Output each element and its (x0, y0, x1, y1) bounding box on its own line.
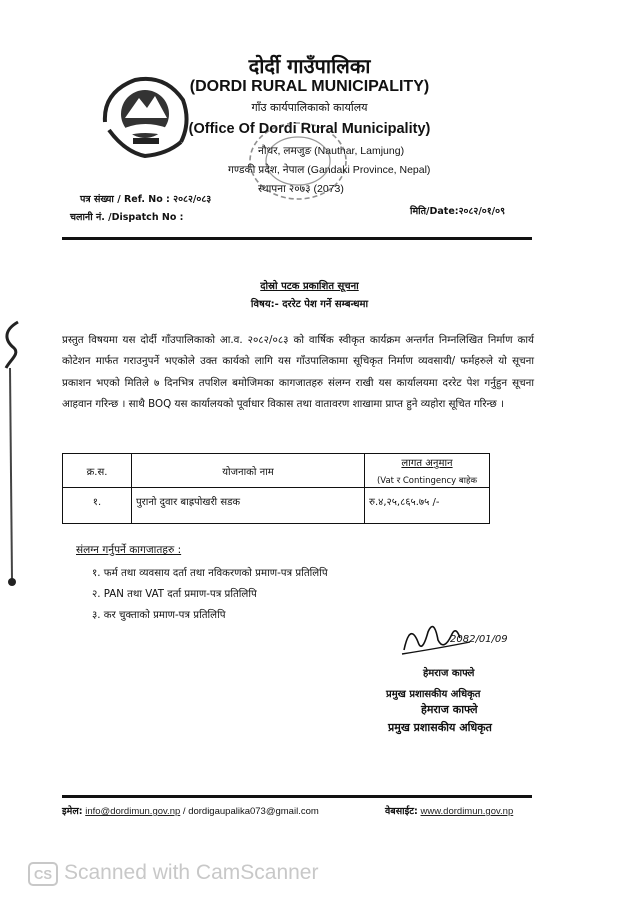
notice-title: दोस्रो पटक प्रकाशित सूचना (260, 281, 359, 292)
project-table (62, 453, 490, 524)
signatory-name: हेमराज काफ्ले (423, 668, 475, 679)
header-sn: क्र.स. (63, 454, 132, 488)
header-cost-label: लागत अनुमान (401, 458, 453, 469)
address-line-1: नौथर, लमजुङ (Nauthar, Lamjung) (258, 145, 405, 157)
office-stamp (243, 118, 353, 204)
enclosure-item: १. फर्म तथा व्यवसाय दर्ता तथा नविकरणको प्रमाण-पत्र प्रतिलिपि (92, 568, 328, 579)
signature-date: 2082/01/09 (450, 634, 508, 645)
handwritten-signature (400, 612, 510, 662)
notice-body: प्रस्तुत विषयमा यस दोर्दी गाँउपालिकाको आ.व. २०८२/०८३ को वार्षिक स्वीकृत कार्यक्रम अन्तर्गत निम्नलिखित निर्माण कार्य कोटेशन मार्फत गराउनुपर्ने भएकोले उक्त कार्यको लागि यस गाँउपालिकामा सूचिकृत निर्माण व्यवसायी/ फर्महरुले यो सूचना प्रकाशन भएको मितिले ७ दिनभित्र तपशिल बमोजिमका कागजातहरु संलग्न राखी यस कार्यालयमा दररेट पेश गर्नुहुन सूचना आहवान गरिन्छ । साथै BOQ यस कार्यालयको पूर्वाधार विकास तथा वातावरण शाखामा प्राप्त हुने व्यहोरा सूचित गरिन्छ । (62, 334, 534, 410)
camscanner-logo-icon (28, 862, 58, 886)
signatory-title: प्रमुख प्रशासकीय अधिकृत (386, 689, 481, 700)
row-sn: १. (63, 488, 132, 524)
camscanner-logo-text: CS (33, 867, 53, 882)
signatory-stamp-title: प्रमुख प्रशासकीय अधिकृत (388, 721, 492, 734)
header-divider (62, 237, 532, 240)
email-label: इमेल: (62, 806, 83, 817)
header-cost-note: (Vat र Contingency बाहेक (376, 476, 477, 486)
website-label: वेबसाईट: (385, 806, 418, 817)
table-header-row (63, 454, 490, 488)
header-project-name: योजनाको नाम (132, 454, 365, 488)
dispatch-number: चलानी नं. /Dispatch No : (70, 212, 184, 223)
footer-divider (62, 795, 532, 798)
address-line-3: स्थापना २०७३ (2073) (258, 183, 344, 195)
website-link[interactable]: www.dordimun.gov.np (420, 806, 514, 817)
notice-subject: विषय:- दररेट पेश गर्ने सम्बन्धमा (250, 299, 369, 310)
table-row (63, 488, 490, 524)
municipality-title-en: (DORDI RURAL MUNICIPALITY) (189, 78, 430, 95)
email-link-1[interactable]: info@dordimun.gov.np (85, 806, 181, 817)
enclosures-title: संलग्न गर्नुपर्ने कागजातहरु : (76, 544, 182, 556)
header-cost (365, 454, 490, 488)
signatory-stamp-name: हेमराज काफ्ले (421, 703, 478, 716)
office-title-np: गाँउ कार्यपालिकाको कार्यालय (251, 101, 368, 114)
row-cost: रु.४,२५,८६५.७५ /- (365, 488, 490, 524)
letter-date: मिति/Date:२०८२/०१/०९ (410, 206, 506, 217)
footer-email (62, 804, 319, 817)
enclosure-item: ३. कर चुक्ताको प्रमाण-पत्र प्रतिलिपि (92, 610, 226, 621)
camscanner-watermark: Scanned with CamScanner (64, 861, 319, 884)
municipality-title-np: दोर्दी गाउँपालिका (248, 54, 371, 78)
reference-number: पत्र संख्या / Ref. No : २०८२/०८३ (80, 194, 212, 205)
row-project-name: पुरानो दुवार बाह्रपोखरी सडक (132, 488, 365, 524)
binding-marks (0, 320, 24, 590)
email-link-2[interactable]: dordigaupalika073@gmail.com (188, 806, 319, 817)
footer-website (385, 804, 513, 817)
address-line-2: गण्डकी प्रदेश, नेपाल (Gandaki Province, Nepal) (228, 164, 431, 176)
enclosure-item: २. PAN तथा VAT दर्ता प्रमाण-पत्र प्रतिलिपि (92, 589, 257, 600)
email-separator: / (180, 806, 189, 817)
office-title-en: (Office Of Dordi Rural Municipality) (188, 121, 431, 137)
